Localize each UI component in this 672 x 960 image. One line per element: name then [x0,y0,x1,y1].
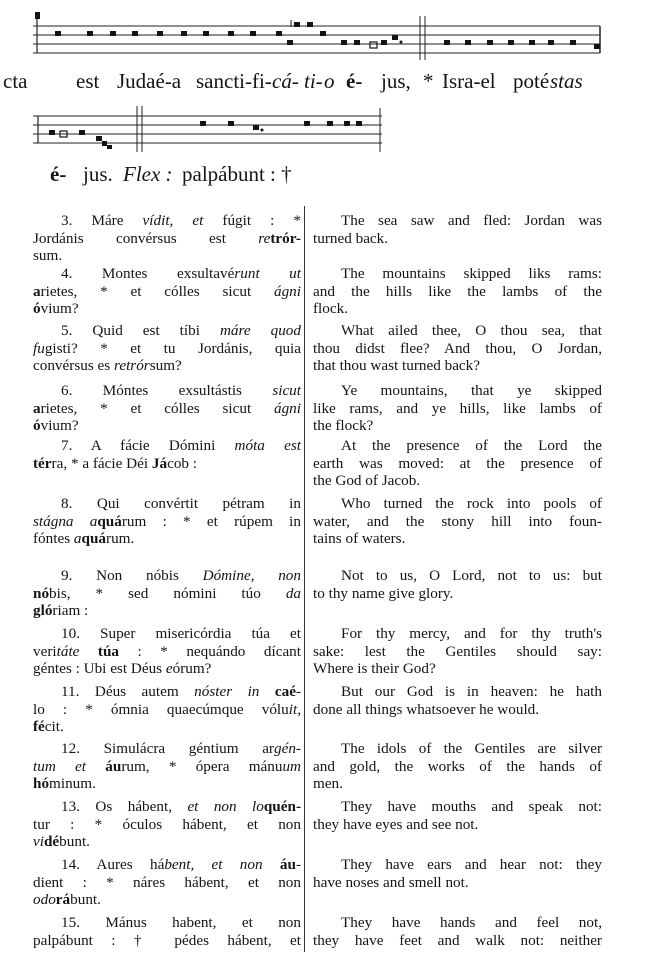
verse-line [33,775,301,793]
verse-line [313,230,602,248]
text-segment: 14. Aures há [61,856,165,873]
text-segment: lo : * ómnia quaecúmque vólu [33,700,289,718]
latin-verse-13 [33,798,301,851]
verse-line [33,265,301,283]
text-segment: minum. [49,775,96,793]
text-segment: riam : [52,602,89,620]
text-segment: áu [279,856,296,873]
text-segment: stágna a [33,512,98,530]
chant-staff-2 [0,96,672,158]
text-segment: Jordánis convérsus est [33,229,259,247]
text-segment: quá [97,512,122,530]
text-segment: sake: lest the Gentiles should say: [313,642,602,660]
l1-syllable: poté [513,69,550,93]
verse-line [33,758,301,776]
text-segment: the God of Jacob. [313,472,421,490]
chant-lyrics-line-2 [0,164,672,188]
english-verse-5 [313,322,602,375]
verse-line [313,300,602,318]
verse-line [313,530,602,548]
text-segment: bunt. [59,833,90,851]
latin-verse-7 [33,437,301,472]
verse-line [313,513,602,531]
text-segment: áu [105,757,122,775]
column-divider [304,206,305,952]
verse-line [313,798,602,816]
l1-syllable: Judaé-a [117,69,182,93]
verse-line [33,340,301,358]
text-segment: um [282,757,302,775]
text-segment: The idols of the Gentiles are silver [341,740,602,757]
l2-syllable: é- [50,162,67,186]
text-segment: veri [33,642,57,660]
text-segment: rá [55,891,71,909]
verse-line [33,300,301,318]
verse-line [313,701,602,719]
l1-syllable: é- [346,69,363,93]
text-segment: quá [81,530,107,548]
text-segment: like rams, and ye hills, like lambs of [313,399,602,417]
text-segment: da [285,584,301,602]
text-segment: trór- [270,229,301,247]
latin-verse-5 [33,322,301,375]
text-segment: dient : * náres hábent, et non [33,873,301,891]
verse-line [33,856,301,874]
verse-line [313,322,602,340]
text-segment: ágni [273,282,301,300]
text-segment: 10. Super misericórdia túa et [61,625,301,642]
text-segment: and the hills like the lambs of the [313,282,602,300]
text-segment: the flock? [313,417,374,435]
verse-line [33,874,301,892]
latin-verse-9 [33,567,301,620]
verse-line [313,585,602,603]
text-segment: fé [33,718,45,736]
text-segment: odo [33,891,56,909]
verse-line [33,400,301,418]
verse-line [33,247,301,265]
text-segment: cit. [44,718,64,736]
text-segment: cob : [167,454,198,472]
l1-syllable: cta [3,69,28,93]
latin-verse-4 [33,265,301,318]
text-segment: sicut [272,382,301,399]
l1-syllable: * [423,69,434,93]
verse-line [33,602,301,620]
verse-line [33,382,301,400]
text-segment: rum : * et rúpem in [121,512,301,530]
text-segment: vium? [40,417,79,435]
verse-line [33,455,301,473]
verse-line [33,625,301,643]
text-segment: - [295,856,301,873]
text-segment: 6. Móntes exsultástis [61,382,273,399]
verse-line [33,322,301,340]
latin-verse-6 [33,382,301,435]
text-segment: nóster in [194,683,275,700]
verse-line [313,437,602,455]
text-segment: rum. [106,530,135,548]
verse-line [313,625,602,643]
verse-line [33,230,301,248]
l1-syllable: Isra-el [442,69,496,93]
verse-line [33,513,301,531]
verse-line [33,283,301,301]
verse-line [33,932,301,950]
text-segment: Who turned the rock into pools of [341,495,602,512]
text-segment: 12. Simulácra géntium ar [61,740,274,757]
verse-line [313,856,602,874]
text-segment: tér [33,454,52,472]
text-segment: gló [33,602,53,620]
text-segment: a [33,282,41,300]
text-segment: órum? [172,660,212,678]
english-verse-13 [313,798,602,833]
verse-line [33,718,301,736]
text-segment: fóntes [33,530,74,548]
text-segment: 7. A fácie Dómini [61,437,235,454]
verse-line [33,660,301,678]
l2-syllable: jus. [83,162,113,186]
text-segment: 5. Quid est tíbi [61,322,220,339]
text-segment: tains of waters. [313,530,406,548]
verse-line [313,472,602,490]
text-segment: dé [43,833,60,851]
verse-line [313,567,602,585]
verse-line [33,740,301,758]
latin-verse-15 [33,914,301,949]
text-segment: convérsus es [33,357,114,375]
text-segment: rietes, * et cólles sicut [40,282,274,300]
text-segment: flock. [313,300,349,318]
text-segment: a [73,530,82,548]
text-segment: They have ears and hear not: they [341,856,602,873]
verse-line [313,660,602,678]
verse-line [33,833,301,851]
text-segment: re [258,229,271,247]
verse-line [33,437,301,455]
english-verse-12 [313,740,602,793]
text-segment: They have hands and feel not, [341,914,602,931]
text-segment: 13. Os hábent, [61,798,188,815]
english-verse-6 [313,382,602,435]
text-segment: that thou wast turned back? [313,357,481,375]
verse-line [313,914,602,932]
chant-staff-1 [0,4,672,64]
text-segment: Where is their God? [313,660,436,678]
latin-verse-14 [33,856,301,909]
english-verse-8 [313,495,602,548]
verse-line [313,740,602,758]
text-segment: they have feet and walk not: neither [313,931,602,949]
l1-syllable: sancti-fi- [196,69,272,93]
text-segment: For thy mercy, and for thy truth's [341,625,602,642]
verse-line [33,683,301,701]
text-segment: táte [56,642,98,660]
english-verse-9 [313,567,602,602]
l1-syllable: est [76,69,100,93]
text-segment: rietes, * et cólles sicut [40,399,274,417]
text-segment: have noses and smell not. [313,873,469,891]
text-segment: móta est [234,437,301,454]
verse-line [33,643,301,661]
english-verse-11 [313,683,602,718]
text-segment: At the presence of the Lord the [341,437,602,454]
verse-line [33,417,301,435]
verse-line [33,891,301,909]
verse-line [313,417,602,435]
text-segment: tur : * óculos hábent, et non [33,815,301,833]
text-segment: they have eyes and see not. [313,815,479,833]
english-verse-4 [313,265,602,318]
verse-line [313,775,602,793]
text-segment: vium? [40,300,79,318]
text-segment: géntes : Ubi est Déus [33,660,166,678]
text-segment: hó [33,775,50,793]
verse-line [33,567,301,585]
verse-line [33,914,301,932]
text-segment: 9. Non nóbis [61,567,203,584]
text-segment: ó [33,417,41,435]
text-segment: palpábunt : † pédes hábent, et [33,931,301,949]
text-segment: runt ut [234,265,301,282]
text-segment: túa [97,642,120,660]
text-segment: turned back. [313,229,389,247]
l1-syllable: cá- [272,69,299,93]
verse-line [313,455,602,473]
verse-line [313,816,602,834]
latin-verse-11 [33,683,301,736]
verse-line [313,683,602,701]
verse-line [313,340,602,358]
text-segment: a [33,399,41,417]
text-segment: gén- [274,740,301,757]
english-verse-14 [313,856,602,891]
text-segment: bent, et non [164,856,280,873]
text-segment: What ailed thee, O thou sea, that [341,322,602,339]
text-segment: : * nequándo dícant [119,642,301,660]
text-segment: Dómine, non [202,567,301,584]
text-segment: nó [33,584,50,602]
text-segment: The sea saw and fled: Jordan was [341,212,602,229]
text-segment: 4. Montes exsultavé [61,265,235,282]
text-segment: to thy name give glory. [313,584,454,602]
l1-syllable: o [324,69,335,93]
text-segment: ágni [273,399,301,417]
l1-syllable: jus, [381,69,411,93]
text-segment: bis, * sed nómini túo [49,584,286,602]
text-segment: ó [33,300,41,318]
text-segment: it, [288,700,301,718]
verse-line [33,530,301,548]
text-segment: vi [33,833,44,851]
l2-syllable: palpábunt : † [182,162,292,186]
text-segment: sum. [33,247,63,265]
latin-verse-10 [33,625,301,678]
text-segment: But our God is in heaven: he hath [341,683,602,700]
english-verse-15 [313,914,602,949]
l2-syllable: Flex : [123,162,173,186]
text-segment: - [295,683,301,700]
verse-line [33,798,301,816]
text-segment: tum et [33,757,106,775]
text-segment: fúgit : * [203,212,302,229]
english-verse-3 [313,212,602,247]
verse-line [33,212,301,230]
verse-line [313,357,602,375]
verse-line [313,932,602,950]
text-segment: quén- [263,798,301,815]
text-segment: water, and the stony hill into foun- [313,512,602,530]
latin-verse-12 [33,740,301,793]
verse-line [313,874,602,892]
text-segment: et non lo [187,798,264,815]
english-verse-10 [313,625,602,678]
verse-line [313,643,602,661]
text-segment: vídit, et [142,212,204,229]
text-segment: Já [151,454,168,472]
verse-line [313,400,602,418]
text-segment: men. [313,775,343,793]
text-segment: and gold, the works of the hands of [313,757,602,775]
verse-line [33,701,301,719]
text-segment: ra, * a fácie Déi [51,454,152,472]
text-segment: gisti? * et tu Jordánis, quia [44,339,301,357]
verse-line [313,382,602,400]
verse-line [313,283,602,301]
text-segment: 11. Déus autem [61,683,195,700]
text-segment: thou didst flee? And thou, O Jordan, [313,339,602,357]
text-segment: retrór [113,357,150,375]
verse-line [313,265,602,283]
verse-line [33,495,301,513]
l1-syllable: stas [550,69,583,93]
verse-line [313,758,602,776]
verse-line [33,816,301,834]
text-segment: done all things whatsoever he would. [313,700,540,718]
text-segment: bunt. [70,891,101,909]
verse-line [33,357,301,375]
text-segment: sum? [149,357,182,375]
text-segment: They have mouths and speak not: [341,798,602,815]
latin-verse-8 [33,495,301,548]
verse-line [33,585,301,603]
text-segment: caé [274,683,296,700]
text-segment: The mountains skipped liks rams: [341,265,602,282]
text-segment: 3. Máre [61,212,143,229]
text-segment: 15. Mánus habent, et non [61,914,301,931]
verse-line [313,212,602,230]
text-segment: 8. Qui convértit pétram in [61,495,301,512]
text-segment: earth was moved: at the presence of [313,454,602,472]
text-segment: Ye mountains, that ye skipped [341,382,602,399]
text-segment: rum, * ópera mánu [121,757,283,775]
text-segment: Not to us, O Lord, not to us: but [341,567,602,584]
text-segment: fu [33,339,45,357]
l1-syllable: ti- [304,69,323,93]
text-segment: máre quod [219,322,301,339]
text-segment: e [165,660,173,678]
chant-lyrics-line-1 [0,71,672,95]
latin-verse-3 [33,212,301,265]
verse-line [313,495,602,513]
english-verse-7 [313,437,602,490]
